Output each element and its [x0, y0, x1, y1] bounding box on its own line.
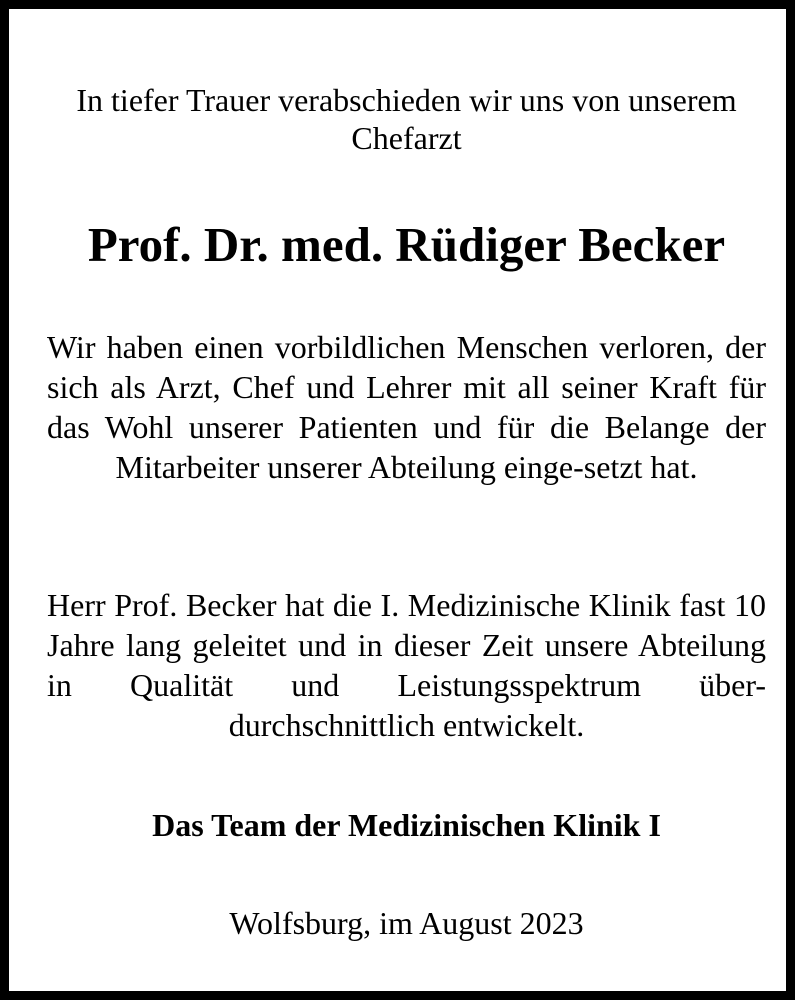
tribute-paragraph-1: Wir haben einen vorbildlichen Menschen verloren, der sich als Arzt, Chef und Lehrer mit all seiner Kraft für das Wohl unserer Patienten und für die Belange der Mitarbeiter unserer Abteilung einge-setzt hat. — [47, 329, 766, 485]
place-date: Wolfsburg, im August 2023 — [229, 905, 584, 941]
intro-line-1: In tiefer Trauer verabschieden wir uns von unserem — [76, 82, 737, 118]
deceased-name: Prof. Dr. med. Rüdiger Becker — [87, 217, 726, 272]
tribute-paragraph-2: Herr Prof. Becker hat die I. Medizinische Klinik fast 10 Jahre lang geleitet und in dieser Zeit unsere Abteilung in Qualität und Leistungsspektrum über-durchschnittlich entwickelt. — [47, 587, 766, 743]
intro-text — [29, 81, 784, 157]
signature: Das Team der Medizinischen Klinik I — [152, 807, 661, 843]
intro-line-2: Chefarzt — [351, 120, 462, 156]
